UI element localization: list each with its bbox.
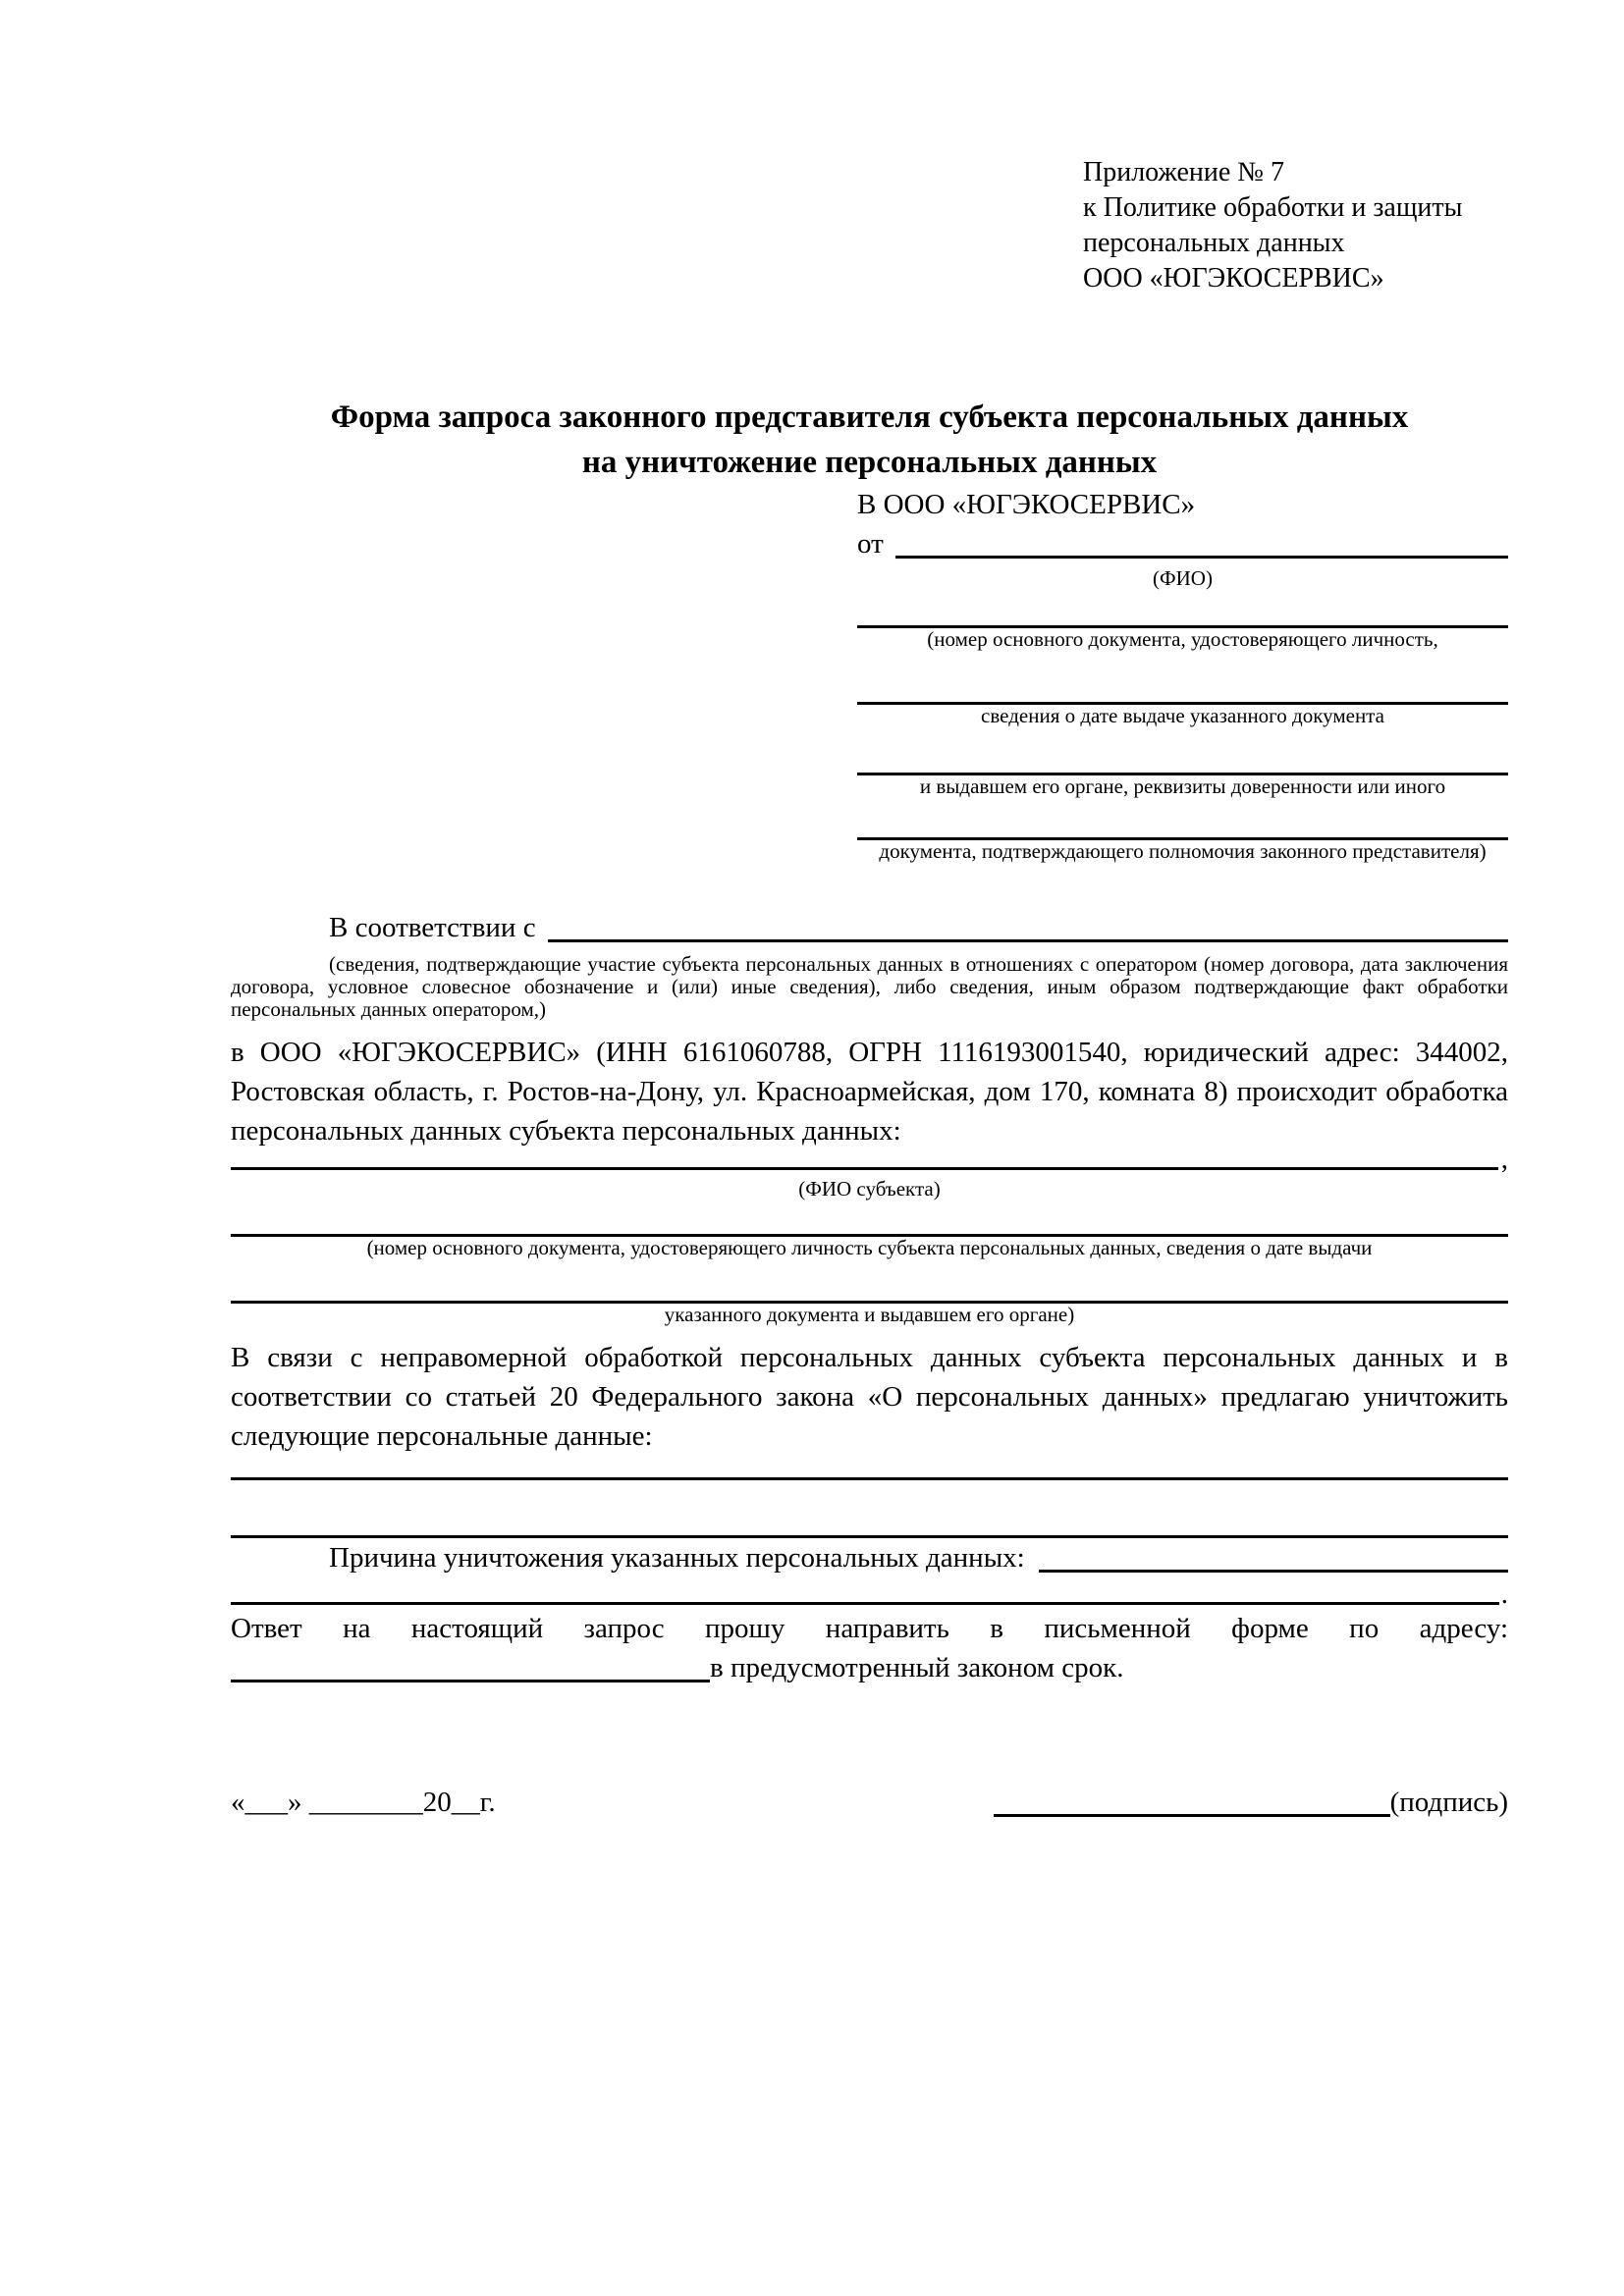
address-fill-line	[231, 1648, 710, 1682]
fio-caption-text: (ФИО)	[1153, 566, 1213, 590]
from-label: от	[857, 528, 884, 560]
subject-doc-caption-2: указанного документа и выдавшем его органе)	[664, 1303, 1075, 1326]
subject-doc-fill-line-1	[231, 1201, 1508, 1237]
issuing-authority-caption	[857, 775, 1508, 798]
period-mark: .	[1500, 1578, 1508, 1610]
issuing-authority-fill-line	[857, 727, 1508, 775]
trailing-comma: ,	[1500, 1144, 1508, 1175]
issuing-authority-caption-text: и выдавшем его органе, реквизиты доверенности или иного	[919, 774, 1446, 798]
authority-document-fill-line	[857, 798, 1508, 840]
accordance-label: В соответствии с	[329, 912, 536, 943]
appendix-line-2: к Политике обработки и защиты	[1083, 192, 1463, 223]
date-signature-row	[231, 1783, 1508, 1822]
accordance-fill-line	[548, 908, 1508, 942]
data-list-fill-line-1	[231, 1456, 1508, 1480]
appendix-line-4: ООО «ЮГЭКОСЕРВИС»	[1083, 263, 1384, 294]
authority-document-caption	[857, 840, 1508, 863]
from-fill-line	[895, 524, 1508, 559]
document-title	[231, 395, 1508, 485]
reason-fill-line	[1039, 1538, 1508, 1573]
authority-document-caption-text: документа, подтверждающего полномочия законного представителя)	[879, 839, 1487, 863]
issue-date-caption	[857, 705, 1508, 727]
subject-fio-caption: (ФИО субъекта)	[798, 1177, 941, 1201]
doc-number-caption	[857, 628, 1508, 651]
fio-caption	[857, 567, 1508, 590]
addressee-to: В ООО «ЮГЭКОСЕРВИС»	[857, 489, 1196, 520]
issue-date-fill-line	[857, 651, 1508, 705]
subject-doc-caption-1: (номер основного документа, удостоверяющего личность субъекта персональных данных, сведения о дате выдачи	[366, 1236, 1373, 1259]
doc-number-caption-text: (номер основного документа, удостоверяющего личность,	[927, 627, 1438, 651]
data-list-fill-line-2	[231, 1480, 1508, 1538]
subject-doc-fill-line-2	[231, 1259, 1508, 1304]
appendix-block	[1083, 0, 1508, 296]
reason-continuation-row	[231, 1577, 1508, 1609]
date-blank: «___» ________20__г.	[231, 1787, 496, 1818]
title-line-2: на уничтожение персональных данных	[581, 445, 1158, 480]
appendix-line-1: Приложение № 7	[1083, 157, 1284, 187]
issue-date-caption-text: сведения о дате выдаче указанного документа	[981, 704, 1384, 727]
signature-fill-line	[994, 1783, 1390, 1817]
appendix-line-3: персональных данных	[1083, 228, 1345, 258]
reason-continuation-fill-line	[231, 1602, 1499, 1605]
accordance-row	[231, 908, 1508, 947]
answer-tail: в предусмотренный законом срок.	[710, 1652, 1124, 1683]
title-line-1: Форма запроса законного представителя субъекта персональных данных	[330, 400, 1409, 435]
accordance-caption: (сведения, подтверждающие участие субъекта персональных данных в отношениях с оператором (номер договора, дата заключения договора, условное словесное обозначение и (или) иные сведения), либо сведения, иным образом подтверждающие факт обработки персональных данных оператором,)	[231, 952, 1508, 1021]
reason-label: Причина уничтожения указанных персональных данных:	[329, 1542, 1025, 1574]
addressee-block	[857, 485, 1508, 863]
subject-fio-fill-line	[231, 1167, 1498, 1170]
subject-fio-row	[231, 1144, 1508, 1175]
demand-paragraph: В связи с неправомерной обработкой персональных данных субъекта персональных данных и в соответствии со статьей 20 Федерального закона «О персональных данных» предлагаю уничтожить следующие персональные данные:	[231, 1342, 1508, 1452]
answer-sentence: Ответ на настоящий запрос прошу направить в письменной форме по адресу:	[231, 1613, 1508, 1644]
from-row	[857, 524, 1508, 563]
signature-group	[994, 1783, 1508, 1822]
doc-number-fill-line	[857, 590, 1508, 628]
operator-paragraph: в ООО «ЮГЭКОСЕРВИС» (ИНН 6161060788, ОГРН 1116193001540, юридический адрес: 344002, Ростовская область, г. Ростов-на-Дону, ул. Красноармейская, дом 170, комната 8) происходит обработка персональных данных субъекта персональных данных:	[231, 1037, 1508, 1147]
signature-caption: (подпись)	[1389, 1787, 1508, 1818]
reason-row	[231, 1538, 1508, 1577]
answer-address-row	[231, 1648, 1508, 1687]
